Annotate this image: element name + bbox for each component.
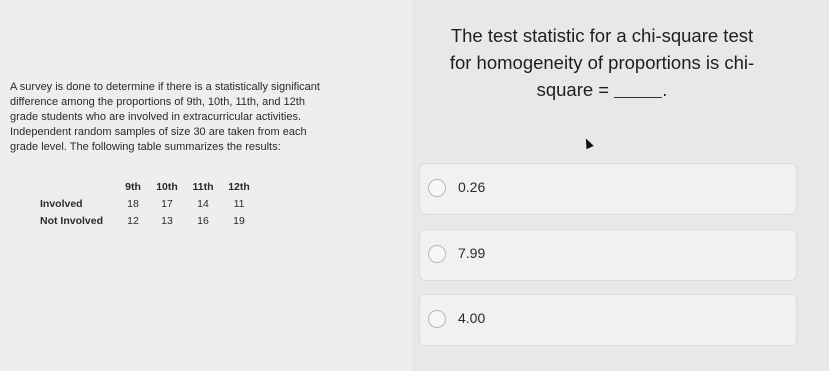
table-cell: 12 bbox=[127, 214, 139, 227]
row-label: Not Involved bbox=[40, 214, 104, 227]
table-header-cell: 11th bbox=[192, 181, 214, 193]
question-line-3 bbox=[414, 76, 790, 103]
table-cell: 19 bbox=[233, 214, 245, 227]
passage-line: grade students who are involved in extracurricular activities. bbox=[10, 111, 302, 123]
option-label: 4.00 bbox=[458, 310, 486, 326]
radio-button[interactable] bbox=[428, 310, 446, 328]
table-cell: 14 bbox=[197, 197, 209, 210]
radio-button[interactable] bbox=[428, 179, 446, 197]
answer-blank bbox=[614, 79, 662, 98]
option-label: 0.26 bbox=[458, 179, 486, 195]
question-text bbox=[414, 22, 790, 103]
table-cell: 11 bbox=[233, 197, 245, 210]
table-row bbox=[40, 212, 257, 229]
table-header-row bbox=[40, 179, 257, 195]
radio-button[interactable] bbox=[428, 245, 446, 263]
row-label: Involved bbox=[40, 197, 83, 210]
question-line: The test statistic for a chi-square test bbox=[450, 25, 754, 46]
table-cell: 16 bbox=[197, 214, 209, 227]
table-header-cell: 12th bbox=[228, 181, 250, 193]
table-header-cell: 10th bbox=[156, 181, 178, 193]
passage-line: difference among the proportions of 9th, 10th, 11th, and 12th bbox=[10, 96, 305, 108]
problem-passage bbox=[10, 80, 400, 155]
table-row bbox=[40, 195, 257, 212]
table-header-cell: 9th bbox=[125, 181, 141, 193]
table-cell: 18 bbox=[127, 197, 139, 210]
option-label: 7.99 bbox=[458, 245, 486, 261]
table-cell: 17 bbox=[161, 197, 173, 210]
answer-option-1[interactable] bbox=[419, 163, 797, 215]
table-cell: 13 bbox=[161, 214, 173, 227]
passage-line: grade level. The following table summarizes the results: bbox=[10, 141, 281, 153]
results-table bbox=[40, 179, 257, 229]
passage-line: Independent random samples of size 30 are taken from each bbox=[10, 126, 307, 138]
answer-option-2[interactable] bbox=[419, 229, 797, 281]
question-line-suffix: . bbox=[662, 79, 668, 100]
question-line: square = bbox=[536, 79, 615, 100]
answer-option-3[interactable] bbox=[419, 294, 797, 346]
passage-line: A survey is done to determine if there is a statistically significant bbox=[10, 81, 320, 93]
question-line: for homogeneity of proportions is chi- bbox=[449, 52, 755, 73]
table-header-cell bbox=[40, 179, 117, 195]
